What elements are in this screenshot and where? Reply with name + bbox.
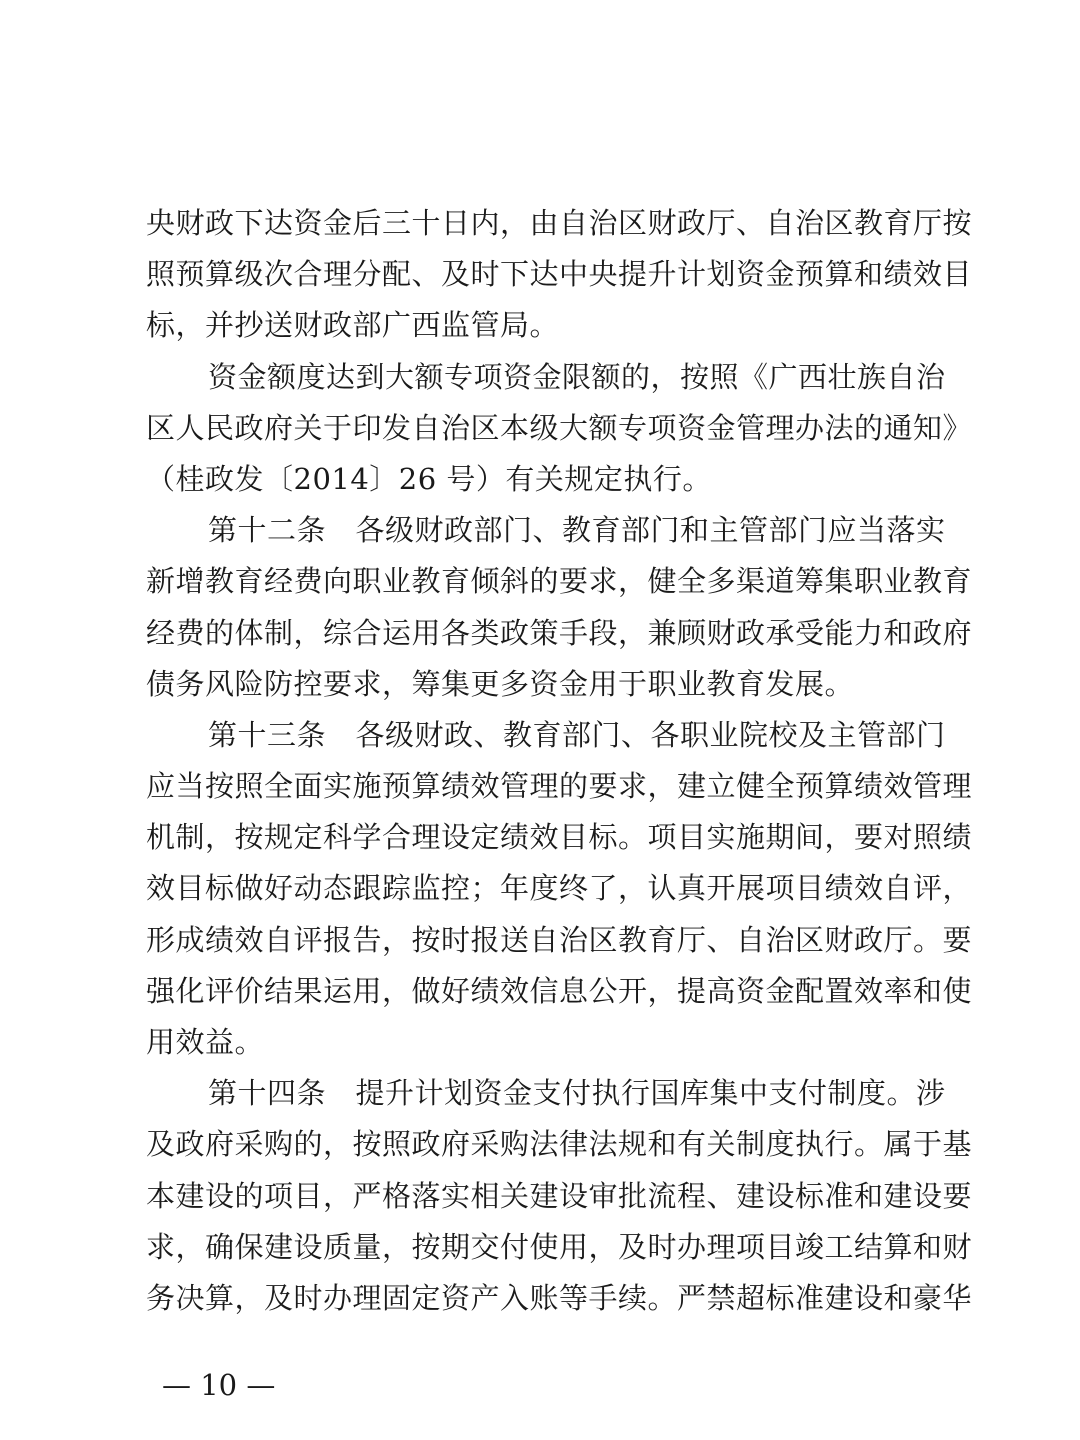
text-line: 及政府采购的，按照政府采购法律法规和有关制度执行。属于基 [146,1127,973,1162]
text-line: 强化评价结果运用，做好绩效信息公开，提高资金配置效率和使 [146,973,973,1008]
text-line: 效目标做好动态跟踪监控；年度终了，认真开展项目绩效自评， [146,871,973,906]
text-line: 第十三条 各级财政、教育部门、各职业院校及主管部门 [208,717,946,752]
text-line: 经费的体制，综合运用各类政策手段，兼顾财政承受能力和政府 [146,615,973,650]
text-line: 标，并抄送财政部广西监管局。 [146,308,560,343]
text-line: （桂政发〔2014〕26 号）有关规定执行。 [146,461,712,496]
text-line: 机制，按规定科学合理设定绩效目标。项目实施期间，要对照绩 [146,820,973,855]
text-line: 新增教育经费向职业教育倾斜的要求，健全多渠道筹集职业教育 [146,564,973,599]
text-line: 务决算，及时办理固定资产入账等手续。严禁超标准建设和豪华 [146,1280,973,1315]
text-line: 第十二条 各级财政部门、教育部门和主管部门应当落实 [208,513,946,548]
text-line: 资金额度达到大额专项资金限额的，按照《广西壮族自治 [208,359,946,394]
text-line: 用效益。 [146,1025,265,1059]
text-line: 第十四条 提升计划资金支付执行国库集中支付制度。涉 [208,1076,946,1111]
text-line: 央财政下达资金后三十日内，由自治区财政厅、自治区教育厅按 [146,206,973,240]
text-line: 应当按照全面实施预算绩效管理的要求，建立健全预算绩效管理 [146,769,973,804]
text-line: 本建设的项目，严格落实相关建设审批流程、建设标准和建设要 [146,1178,973,1213]
text-line: 求，确保建设质量，按期交付使用，及时办理项目竣工结算和财 [146,1229,973,1264]
text-line: 照预算级次合理分配、及时下达中央提升计划资金预算和绩效目 [146,257,973,292]
text-line: 债务风险防控要求，筹集更多资金用于职业教育发展。 [146,666,855,701]
document-body [146,198,973,1324]
text-line: 区人民政府关于印发自治区本级大额专项资金管理办法的通知》 [146,410,973,445]
text-line: 形成绩效自评报告，按时报送自治区教育厅、自治区财政厅。要 [146,922,973,957]
page-number: — 10 — [162,1368,276,1402]
